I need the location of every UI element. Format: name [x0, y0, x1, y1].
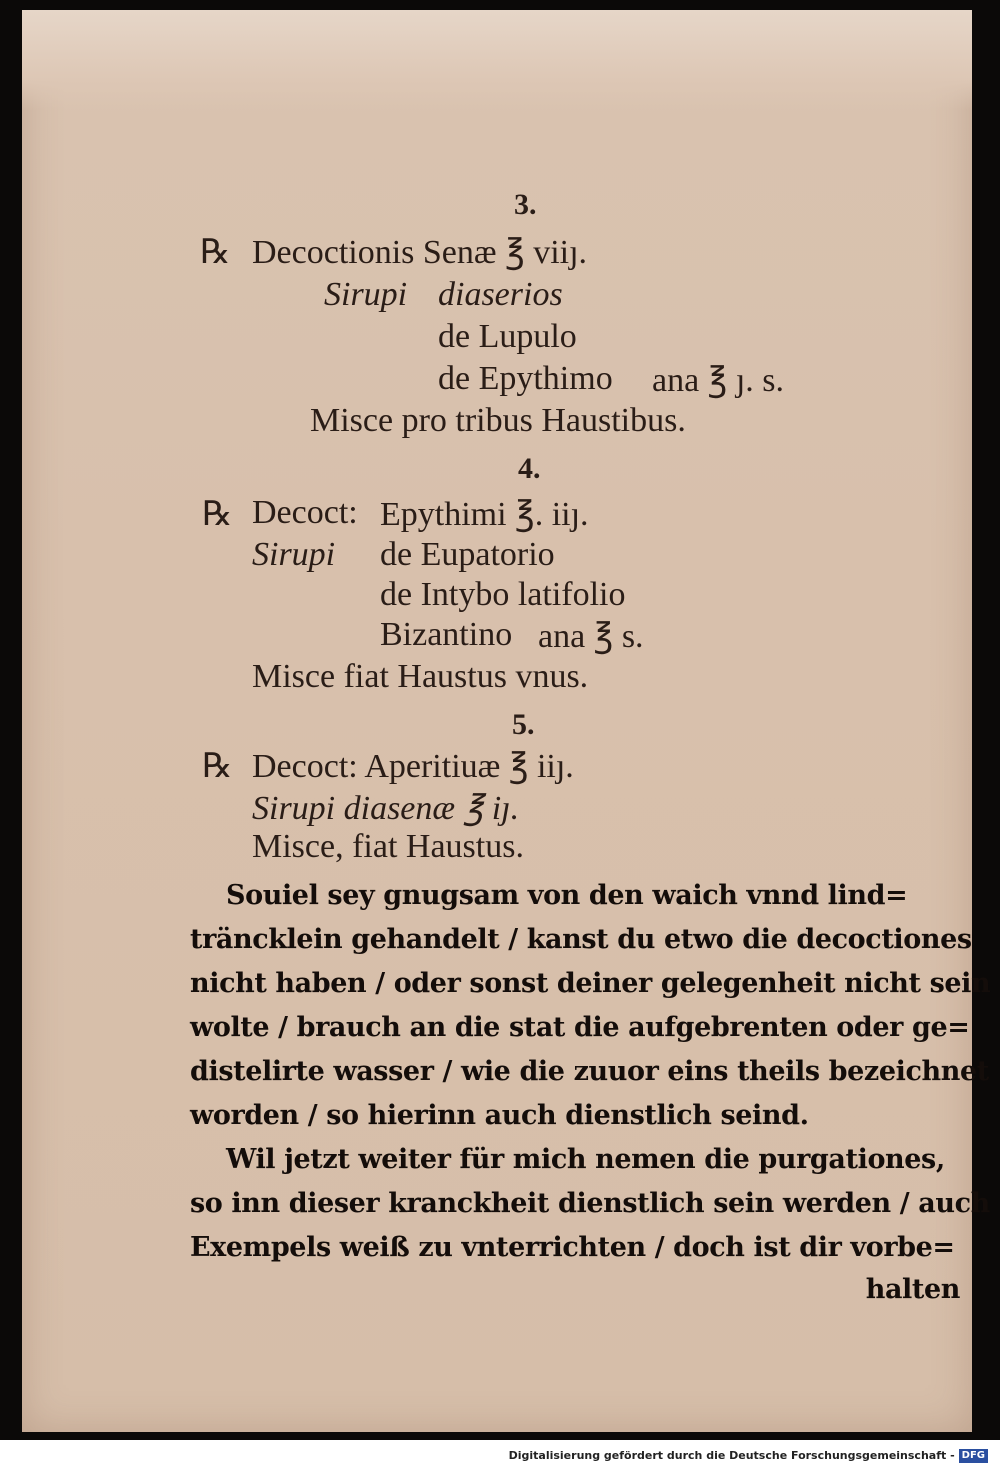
catchword: halten	[865, 1274, 960, 1305]
recipe-4-number: 4.	[518, 452, 541, 485]
recipe-3-line-4-label: de Epythimo	[438, 360, 613, 397]
recipe-4-line-1-value: Epythimi ℥. iiȷ.	[380, 496, 589, 533]
recipe-5-line-2: Sirupi diasenæ ℥ iȷ.	[252, 790, 520, 827]
recipe-5-rx-symbol: ℞	[202, 748, 233, 785]
digitization-footer	[0, 1444, 988, 1472]
recipe-4-line-4-label: Bizantino	[380, 616, 513, 653]
german-line-4: wolte / brauch an die stat die aufgebrenten oder ge=	[190, 1012, 970, 1043]
dfg-logo: DFG	[959, 1449, 988, 1463]
recipe-4-line-4-value: ana ℥ s.	[538, 618, 644, 655]
recipe-5-number: 5.	[512, 708, 535, 741]
german-line-5: distelirte wasser / wie die zuuor eins theils bezeichnet	[190, 1056, 989, 1087]
recipe-3-line-2-value: diaserios	[438, 276, 563, 313]
recipe-3-rx-symbol: ℞	[200, 234, 231, 271]
german-line-7: Wil jetzt weiter für mich nemen die purgationes,	[226, 1144, 945, 1175]
recipe-4-rx-symbol: ℞	[202, 496, 233, 533]
book-page	[22, 10, 991, 1432]
german-line-6: worden / so hierinn auch dienstlich seind.	[190, 1100, 809, 1131]
footer-text: Digitalisierung gefördert durch die Deutsche Forschungsgemeinschaft -	[508, 1449, 955, 1462]
german-line-3: nicht haben / oder sonst deiner gelegenheit nicht sein	[190, 968, 991, 999]
recipe-4-line-2-value: de Eupatorio	[380, 536, 555, 573]
recipe-4-line-2-label: Sirupi	[252, 536, 336, 573]
recipe-3-line-4-value: ana ℥ ȷ. s.	[652, 362, 784, 399]
german-line-9: Exempels weiß zu vnterrichten / doch ist dir vorbe=	[190, 1232, 955, 1263]
german-line-2: träncklein gehandelt / kanst du etwo die decoctiones	[190, 924, 972, 955]
recipe-5-line-3: Misce, fiat Haustus.	[252, 828, 524, 865]
recipe-3-line-5: Misce pro tribus Haustibus.	[310, 402, 686, 439]
recipe-4-line-3: de Intybo latifolio	[380, 576, 626, 613]
recipe-3-line-1: Decoctionis Senæ ℥ viiȷ.	[252, 234, 588, 271]
recipe-3-number: 3.	[514, 188, 537, 221]
german-line-1: Souiel sey gnugsam von den waich vnnd lind=	[226, 880, 908, 911]
german-line-8: so inn dieser kranckheit dienstlich sein werden / auch	[190, 1188, 990, 1219]
recipe-4-line-1-label: Decoct:	[252, 494, 358, 531]
recipe-3-line-2-label: Sirupi	[324, 276, 408, 313]
recipe-4-line-5: Misce fiat Haustus vnus.	[252, 658, 589, 695]
recipe-3-line-3: de Lupulo	[438, 318, 577, 355]
recipe-5-line-1: Decoct: Aperitiuæ ℥ iiȷ.	[252, 748, 574, 785]
